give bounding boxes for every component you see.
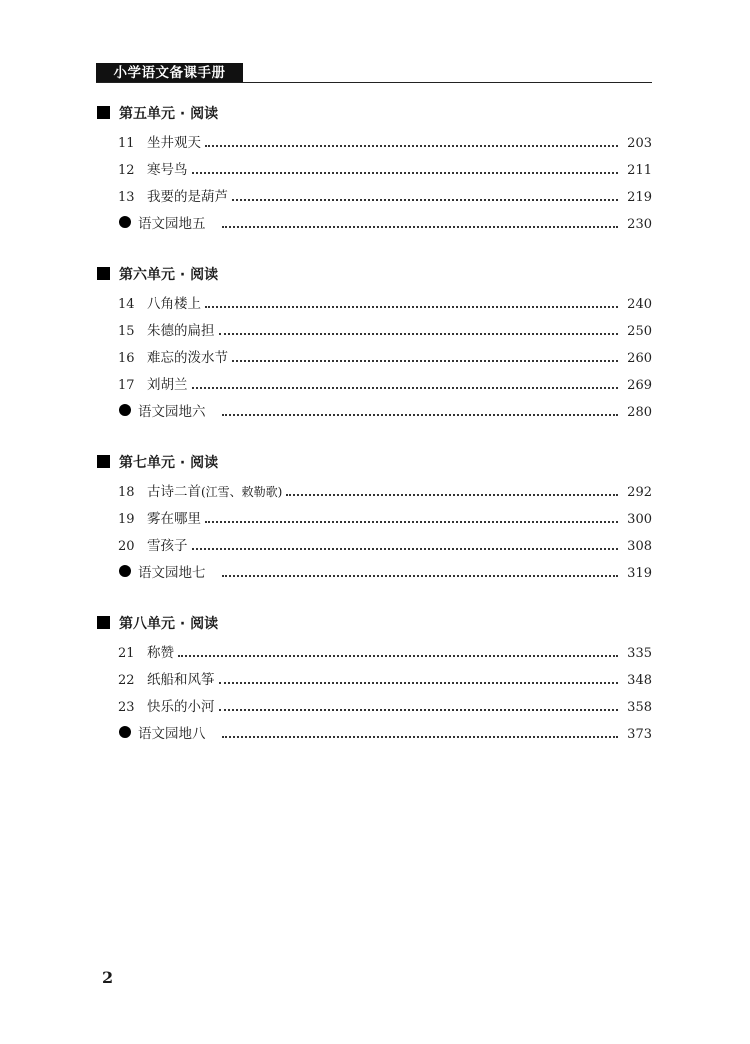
lesson-title: 刘胡兰 [147,377,188,393]
lesson-title: 八角楼上 [147,296,201,312]
page-ref: 203 [627,136,652,151]
unit-title: 第八单元 · 阅读 [119,616,219,632]
page-ref: 335 [627,646,652,661]
lesson-title: 雪孩子 [147,538,188,554]
dot-leader [192,171,619,174]
lesson-number: 14 [118,297,135,312]
page-ref: 300 [627,512,652,527]
lesson-number: 11 [118,136,135,151]
unit-title: 第七单元 · 阅读 [119,455,219,471]
dot-leader [232,198,618,201]
page-ref: 373 [627,727,652,742]
toc-entry[interactable] [97,157,652,184]
page-ref: 230 [627,217,652,232]
round-bullet-icon [119,216,131,228]
toc-entry[interactable] [97,479,652,506]
toc-entry[interactable] [97,372,652,399]
lesson-title: 我要的是葫芦 [147,189,228,205]
page-ref: 348 [627,673,652,688]
lesson-number: 19 [118,512,135,527]
garden-title: 语文园地八 [138,726,206,742]
dot-leader [222,735,619,738]
round-bullet-icon [119,726,131,738]
page-ref: 211 [627,163,652,178]
square-bullet-icon [97,106,110,119]
book-title: 小学语文备课手册 [113,65,226,81]
toc-entry[interactable] [97,318,652,345]
toc-entry[interactable] [97,667,652,694]
garden-title: 语文园地七 [138,565,206,581]
lesson-title [147,479,282,506]
toc-entry-garden[interactable] [97,399,652,426]
toc-entry[interactable] [97,184,652,211]
lesson-title: 寒号鸟 [147,162,188,178]
page-ref: 292 [627,485,652,500]
dot-leader [192,547,619,550]
dot-leader [222,413,619,416]
page-ref: 358 [627,700,652,715]
unit-section [97,264,652,426]
lesson-subtitle: (江雪、敕勒歌) [201,485,283,499]
lesson-number: 21 [118,646,135,661]
unit-heading [97,103,652,125]
unit-section [97,103,652,238]
lesson-title: 纸船和风筝 [147,672,215,688]
lesson-title: 难忘的泼水节 [147,350,228,366]
page-ref: 240 [627,297,652,312]
square-bullet-icon [97,267,110,280]
lesson-number: 12 [118,163,135,178]
dot-leader [192,386,619,389]
dot-leader [222,574,619,577]
lesson-number: 20 [118,539,135,554]
lesson-number: 22 [118,673,135,688]
lesson-title-main: 古诗二首 [147,484,201,500]
page-ref: 308 [627,539,652,554]
unit-heading [97,452,652,474]
lesson-number: 15 [118,324,135,339]
page-ref: 219 [627,190,652,205]
unit-title: 第六单元 · 阅读 [119,267,219,283]
lesson-number: 18 [118,485,135,500]
page-ref: 269 [627,378,652,393]
lesson-title: 雾在哪里 [147,511,201,527]
lesson-number: 13 [118,190,135,205]
dot-leader [219,681,619,684]
toc-entry[interactable] [97,694,652,721]
square-bullet-icon [97,455,110,468]
garden-title: 语文园地六 [138,404,206,420]
unit-section [97,613,652,748]
round-bullet-icon [119,404,131,416]
page-ref: 250 [627,324,652,339]
dot-leader [286,493,618,496]
toc-entry-garden[interactable] [97,560,652,587]
dot-leader [219,708,619,711]
dot-leader [232,359,618,362]
lesson-title: 快乐的小河 [147,699,215,715]
dot-leader [222,225,619,228]
lesson-title: 坐井观天 [147,135,201,151]
lesson-title: 朱德的扁担 [147,323,215,339]
dot-leader [178,654,618,657]
dot-leader [205,520,618,523]
page-ref: 260 [627,351,652,366]
dot-leader [205,144,618,147]
toc-entry[interactable] [97,640,652,667]
dot-leader [205,305,618,308]
lesson-number: 16 [118,351,135,366]
toc-entry-garden[interactable] [97,721,652,748]
toc-entry[interactable] [97,533,652,560]
toc-entry[interactable] [97,506,652,533]
lesson-number: 17 [118,378,135,393]
unit-heading [97,264,652,286]
lesson-title: 称赞 [147,645,174,661]
unit-heading [97,613,652,635]
toc-entry[interactable] [97,130,652,157]
square-bullet-icon [97,616,110,629]
garden-title: 语文园地五 [138,216,206,232]
toc-entry[interactable] [97,345,652,372]
unit-section [97,452,652,587]
unit-title: 第五单元 · 阅读 [119,106,219,122]
page-ref: 280 [627,405,652,420]
lesson-number: 23 [118,700,135,715]
toc-entry[interactable] [97,291,652,318]
toc-entry-garden[interactable] [97,211,652,238]
header-rule [96,82,652,83]
page-number: 2 [102,968,114,987]
round-bullet-icon [119,565,131,577]
dot-leader [219,332,619,335]
book-title-banner [96,63,243,83]
page-ref: 319 [627,566,652,581]
